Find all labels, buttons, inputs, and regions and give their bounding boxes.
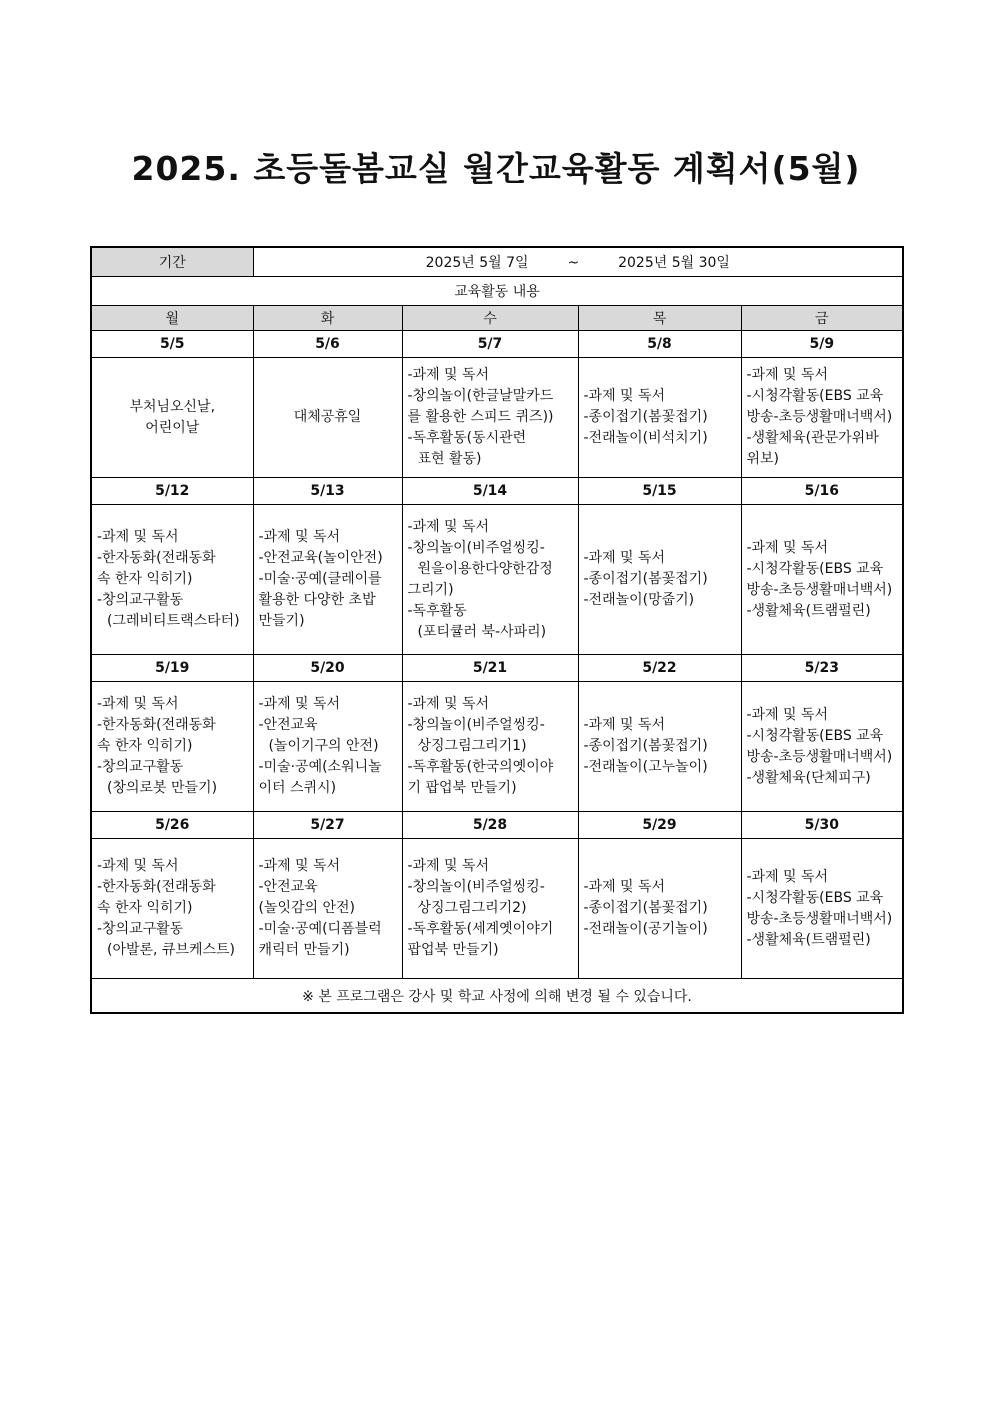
activity-line: -과제 및 독서	[258, 858, 341, 874]
activity-line: -시청각활동(EBS 교육	[746, 889, 884, 906]
activity-line: -과제 및 독서	[583, 717, 666, 733]
activity-line: -생활체육(관문가위바	[746, 430, 879, 446]
date-cell: 5/12	[91, 478, 253, 505]
activity-line: 를 활용한 스피드 퀴즈))	[407, 409, 554, 425]
activity-cell	[741, 505, 903, 655]
date-cell: 5/9	[741, 331, 903, 358]
activity-line: -종이접기(봄꽃접기)	[583, 738, 708, 754]
activity-line: (놀이기구의 안전)	[268, 738, 379, 754]
activity-line: 기 팝업북 만들기)	[407, 780, 517, 796]
activity-line: 방송-초등생활매너백서)	[746, 748, 893, 765]
weekday-tue: 화	[253, 306, 402, 331]
date-cell: 5/13	[253, 478, 402, 505]
activity-line: -한자동화(전래동화	[97, 717, 216, 733]
date-cell: 5/30	[741, 812, 903, 839]
activity-line: -창의놀이(비주얼씽킹-	[407, 539, 545, 556]
activity-line: -종이접기(봄꽃접기)	[583, 571, 708, 587]
activity-line: 방송-초등생활매너백서)	[746, 910, 893, 927]
date-cell: 5/8	[578, 331, 741, 358]
date-cell: 5/27	[253, 812, 402, 839]
footer-row	[91, 979, 903, 1014]
activity-line: -창의놀이(비주얼씽킹-	[407, 879, 545, 895]
weekday-header-row	[91, 306, 903, 331]
activity-line: 방송-초등생활매너백서)	[746, 409, 893, 425]
activity-line: 상징그림그리기1)	[417, 738, 527, 754]
activity-line: -과제 및 독서	[258, 529, 341, 545]
activity-line: -안전교육	[258, 717, 318, 733]
date-cell: 5/26	[91, 812, 253, 839]
weekday-wed: 수	[402, 306, 578, 331]
activity-line: -과제 및 독서	[97, 858, 179, 874]
activity-line: 속 한자 익히기)	[97, 738, 193, 754]
activity-line: -창의교구활동	[97, 759, 184, 775]
activity-cell	[402, 682, 578, 812]
activity-cell	[578, 505, 741, 655]
activity-line: -과제 및 독서	[583, 388, 666, 404]
activity-plan-table	[90, 246, 904, 1014]
date-cell: 5/21	[402, 655, 578, 682]
activity-line: -생활체육(단체피구)	[746, 769, 871, 786]
activity-line: -과제 및 독서	[407, 696, 490, 712]
activity-line: -미술·공예(소워니놀	[258, 759, 382, 775]
activity-cell	[402, 505, 578, 655]
activity-cell	[402, 358, 578, 478]
activity-line: 원을이용한다양한감정	[417, 560, 553, 577]
period-range	[253, 247, 903, 277]
activity-cell	[253, 358, 402, 478]
activity-line: -생활체육(트램펄린)	[746, 602, 871, 619]
date-cell: 5/23	[741, 655, 903, 682]
date-row	[91, 655, 903, 682]
activity-cell	[741, 682, 903, 812]
activity-line: 위보)	[746, 451, 780, 467]
activity-line: -과제 및 독서	[407, 858, 490, 874]
period-separator: ~	[567, 255, 580, 271]
section-title: 교육활동 내용	[91, 277, 903, 306]
activity-line: 만들기)	[258, 613, 305, 629]
activity-cell	[91, 682, 253, 812]
activity-cell	[578, 358, 741, 478]
period-end: 2025년 5월 30일	[618, 255, 730, 271]
activity-cell	[741, 839, 903, 979]
activity-line: -과제 및 독서	[407, 518, 490, 535]
activity-line: (아발론, 큐브케스트)	[107, 942, 236, 958]
section-title-row	[91, 277, 903, 306]
activity-line: -창의놀이(비주얼씽킹-	[407, 717, 545, 733]
activity-line: -과제 및 독서	[97, 696, 179, 712]
activity-line: -과제 및 독서	[583, 879, 666, 895]
period-row	[91, 247, 903, 277]
date-cell: 5/22	[578, 655, 741, 682]
activity-cell	[578, 839, 741, 979]
activity-line: 상징그림그리기2)	[417, 900, 527, 916]
activity-row	[91, 839, 903, 979]
activity-line: -시청각활동(EBS 교육	[746, 727, 884, 744]
activity-line: 대체공휴일	[293, 409, 362, 425]
document-title: 2025. 초등돌봄교실 월간교육활동 계획서(5월)	[131, 149, 861, 188]
activity-line: 부처님오신날,	[129, 398, 216, 415]
activity-line: 속 한자 익히기)	[97, 900, 193, 916]
activity-cell	[578, 682, 741, 812]
activity-line: -독후활동(세계옛이야기	[407, 921, 554, 937]
activity-cell	[91, 505, 253, 655]
date-cell: 5/15	[578, 478, 741, 505]
activity-line: -종이접기(봄꽃접기)	[583, 900, 708, 916]
date-cell: 5/20	[253, 655, 402, 682]
activity-line: 속 한자 익히기)	[97, 571, 193, 587]
activity-line: -생활체육(트램펄린)	[746, 931, 871, 948]
activity-line: -과제 및 독서	[746, 868, 829, 885]
activity-line: -미술·공예(클레이를	[258, 571, 382, 587]
activity-line: -과제 및 독서	[97, 529, 179, 545]
activity-line: -과제 및 독서	[746, 706, 829, 723]
activity-cell	[91, 839, 253, 979]
activity-line: -한자동화(전래동화	[97, 879, 216, 895]
activity-line: 그리기)	[407, 581, 454, 598]
activity-line: -과제 및 독서	[258, 696, 341, 712]
weekday-mon: 월	[91, 306, 253, 331]
activity-line: -전래놀이(망줍기)	[583, 592, 695, 608]
activity-line: -한자동화(전래동화	[97, 550, 216, 566]
activity-cell	[253, 682, 402, 812]
activity-line: -시청각활동(EBS 교육	[746, 560, 884, 577]
activity-line: (놀잇감의 안전)	[258, 900, 356, 916]
activity-line: (그레비티트랙스타터)	[107, 613, 240, 629]
activity-line: -독후활동(한국의옛이야	[407, 759, 554, 775]
date-cell: 5/6	[253, 331, 402, 358]
activity-line: -안전교육	[258, 879, 318, 895]
activity-line: -과제 및 독서	[746, 539, 829, 556]
activity-line: 캐릭터 만들기)	[258, 942, 350, 958]
activity-row	[91, 505, 903, 655]
activity-line: 활용한 다양한 초밥	[258, 592, 376, 608]
activity-line: 팝업북 만들기)	[407, 942, 499, 958]
date-cell: 5/14	[402, 478, 578, 505]
activity-cell	[741, 358, 903, 478]
activity-line: -독후활동(동시관련	[407, 430, 527, 446]
date-row	[91, 331, 903, 358]
activity-cell	[253, 839, 402, 979]
activity-line: -과제 및 독서	[583, 550, 666, 566]
activity-cell	[91, 358, 253, 478]
activity-cell	[253, 505, 402, 655]
weekday-thu: 목	[578, 306, 741, 331]
activity-row	[91, 682, 903, 812]
activity-cell	[402, 839, 578, 979]
activity-line: -과제 및 독서	[407, 367, 490, 383]
activity-line: (포티큘러 북-사파리)	[417, 623, 547, 640]
date-cell: 5/19	[91, 655, 253, 682]
date-cell: 5/7	[402, 331, 578, 358]
activity-row	[91, 358, 903, 478]
activity-line: 어린이날	[145, 419, 200, 436]
date-cell: 5/5	[91, 331, 253, 358]
activity-line: -미술·공예(디폼블럭	[258, 921, 382, 937]
activity-line: 표현 활동)	[417, 451, 482, 467]
activity-line: -안전교육(놀이안전)	[258, 550, 383, 566]
activity-line: -창의교구활동	[97, 592, 184, 608]
period-label: 기간	[91, 247, 253, 277]
activity-line: 방송-초등생활매너백서)	[746, 581, 893, 598]
activity-line: -전래놀이(공기놀이)	[583, 921, 708, 937]
date-row	[91, 812, 903, 839]
date-cell: 5/16	[741, 478, 903, 505]
activity-line: (창의로봇 만들기)	[107, 780, 218, 796]
activity-line: -전래놀이(비석치기)	[583, 430, 708, 446]
activity-line: -독후활동	[407, 602, 467, 619]
activity-line: 이터 스퀴시)	[258, 780, 337, 796]
footer-note: ※ 본 프로그램은 강사 및 학교 사정에 의해 변경 될 수 있습니다.	[91, 979, 903, 1014]
activity-line: -과제 및 독서	[746, 367, 829, 383]
activity-line: -창의놀이(한글날말카드	[407, 388, 554, 404]
date-row	[91, 478, 903, 505]
period-start: 2025년 5월 7일	[425, 255, 529, 271]
date-cell: 5/29	[578, 812, 741, 839]
weekday-fri: 금	[741, 306, 903, 331]
activity-line: -종이접기(봄꽃접기)	[583, 409, 708, 425]
activity-line: -시청각활동(EBS 교육	[746, 388, 884, 404]
activity-line: -창의교구활동	[97, 921, 184, 937]
date-cell: 5/28	[402, 812, 578, 839]
activity-line: -전래놀이(고누놀이)	[583, 759, 708, 775]
